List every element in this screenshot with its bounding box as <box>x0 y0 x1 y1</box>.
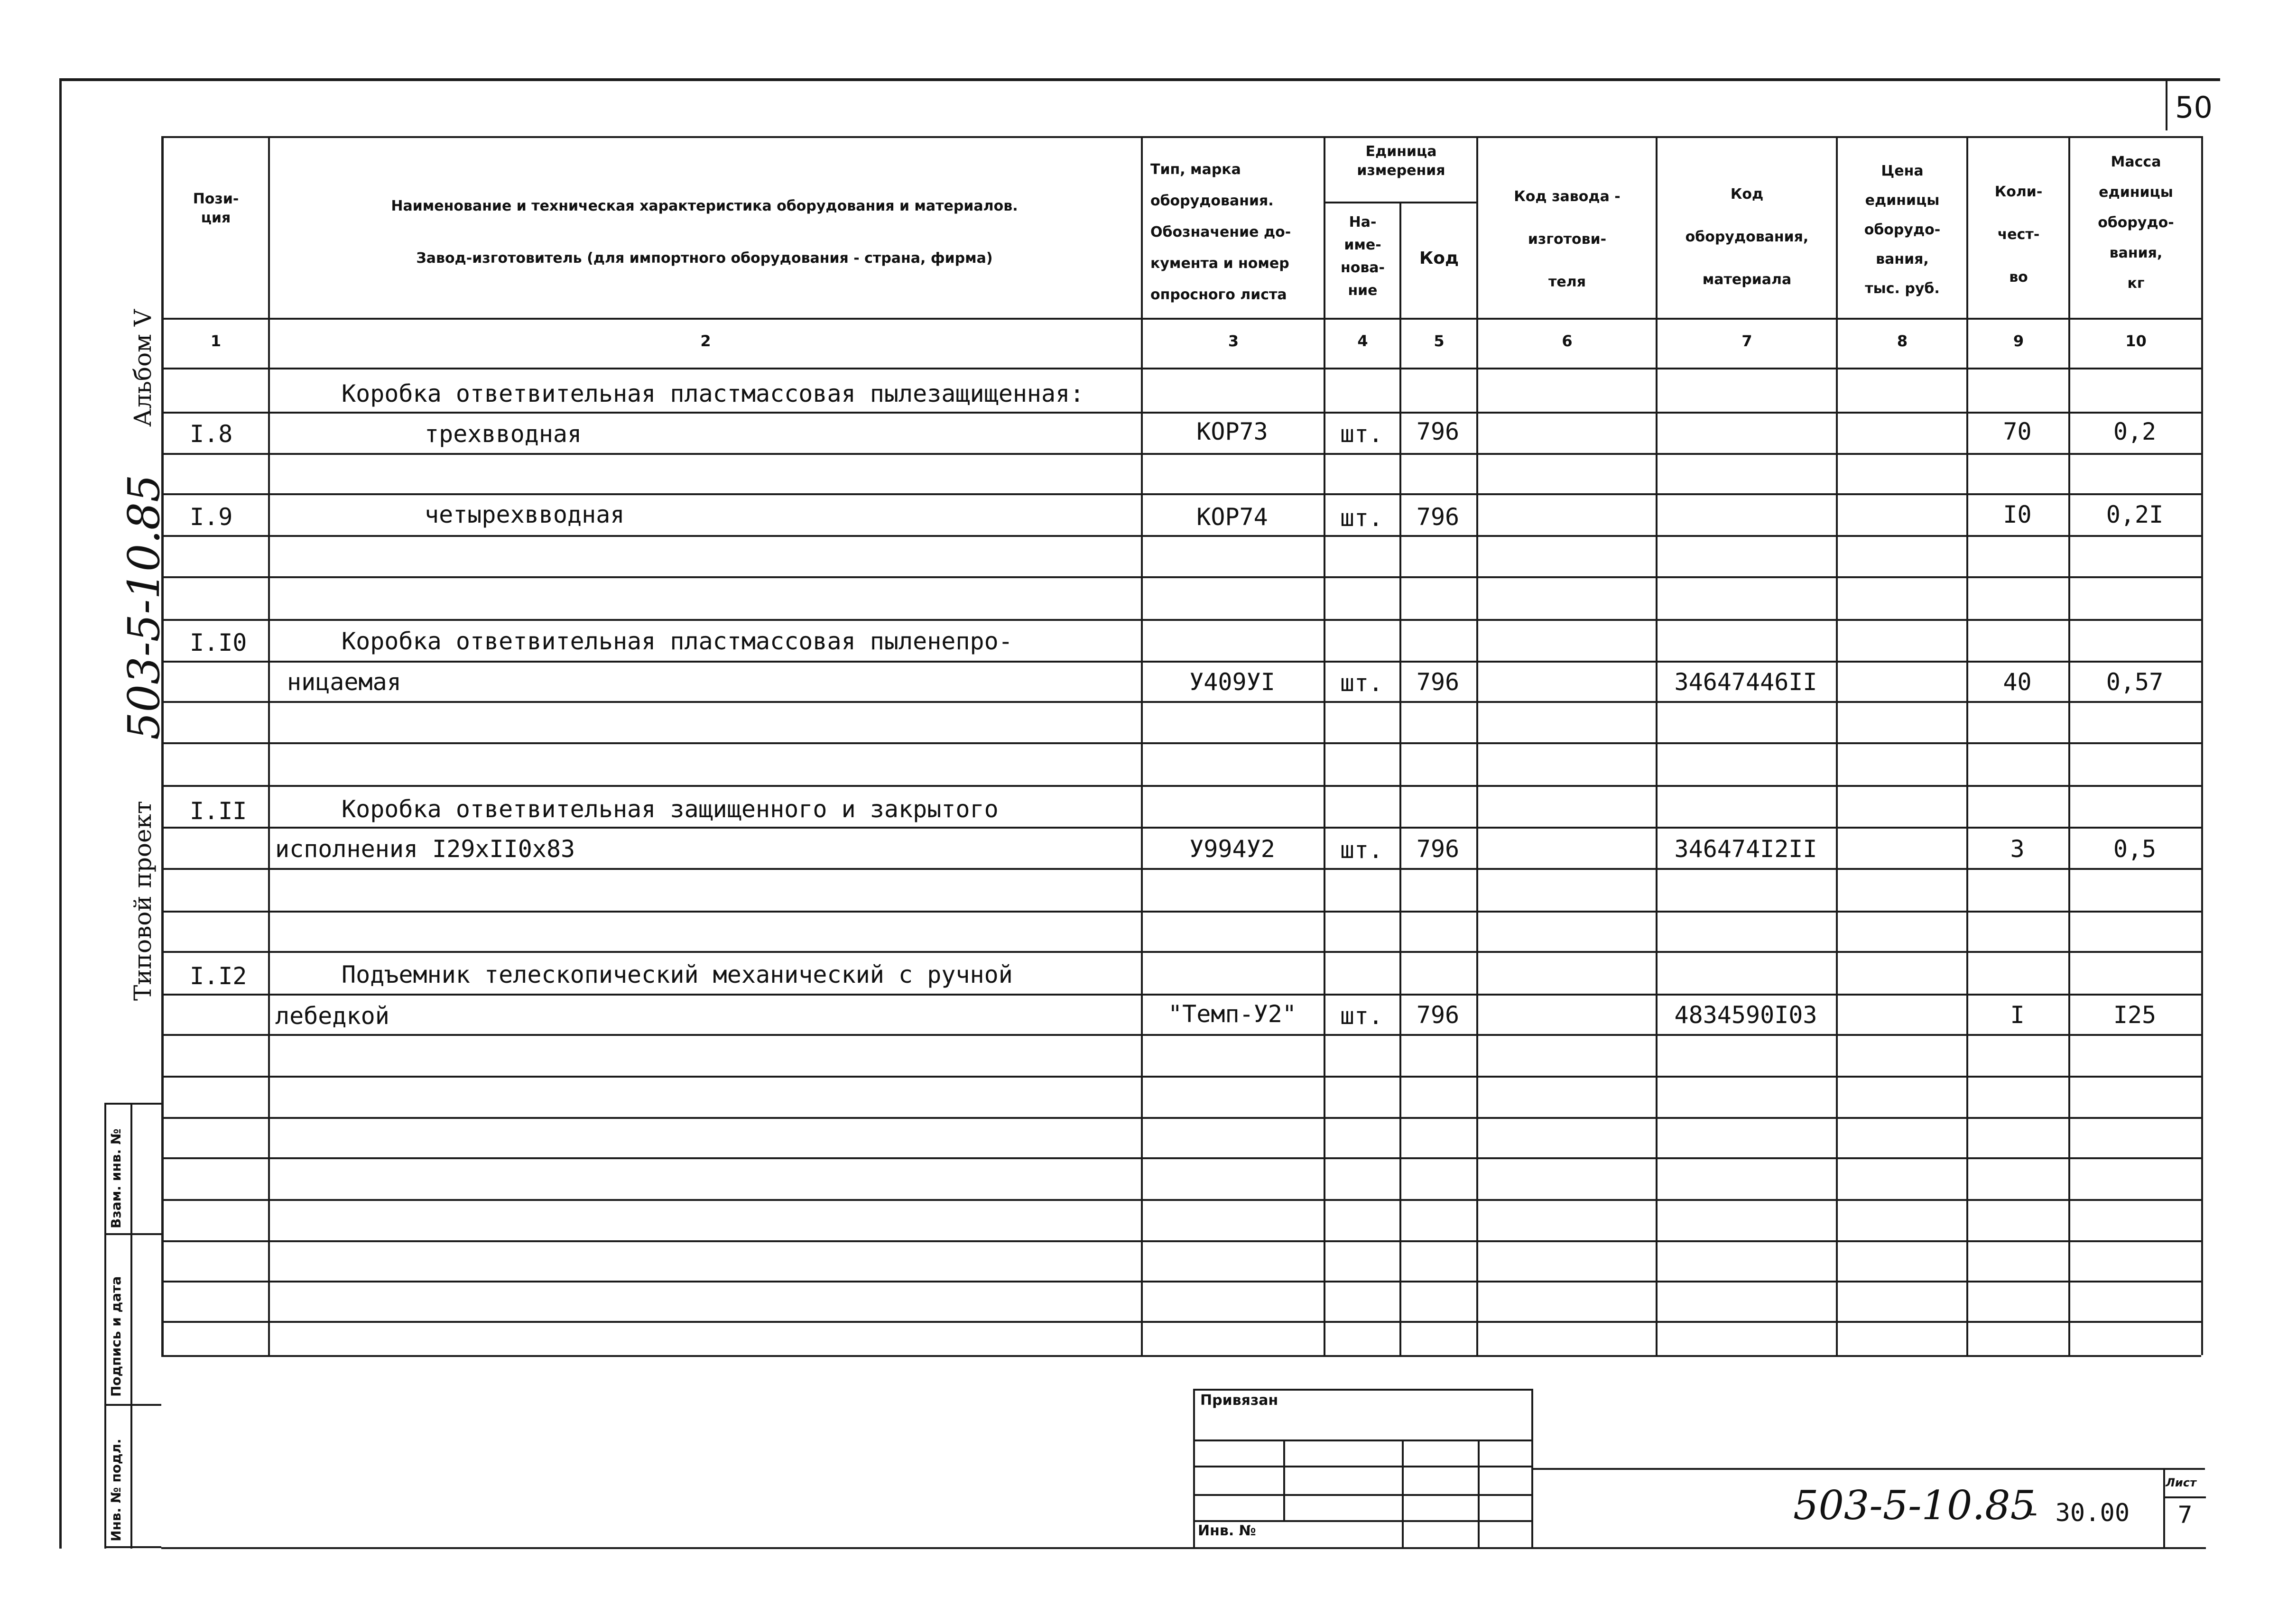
table-row-equipment-code: 346474I2II <box>1674 835 1817 863</box>
table-row-position: I.8 <box>190 420 233 448</box>
table-row-name: лебедкой <box>275 1002 389 1030</box>
title-linked-label: Привязан <box>1200 1392 1278 1409</box>
stamp-inventory-original: Инв. № подл. <box>108 1439 124 1541</box>
table-row-mass: I25 <box>2113 1001 2157 1029</box>
table-row-equipment-code: 4834590I03 <box>1674 1001 1817 1029</box>
header-unit-name: На- име- нова- ние <box>1340 214 1385 299</box>
column-number: 9 <box>2013 332 2024 350</box>
table-row-equipment-code: 34647446II <box>1674 668 1817 696</box>
table-row-mass: 0,5 <box>2113 835 2157 863</box>
sheet-label: Лист <box>2166 1476 2196 1489</box>
header-type: Тип, марка оборудования. Обозначение до- кумента и номер опросного листа <box>1150 161 1291 303</box>
project-type-label: Типовой проект <box>129 801 157 1001</box>
header-mass: Масса единицы оборудо- вания, кг <box>2098 154 2174 292</box>
header-quantity: Коли- чест- во <box>1994 184 2043 286</box>
header-name: Наименование и техническая характеристика оборудования и материалов. Завод-изготовитель (для импортного оборудования - страна, фирма) <box>391 198 1018 267</box>
table-row-quantity: I <box>2010 1001 2025 1029</box>
stamp-signature-date: Подпись и дата <box>108 1276 124 1397</box>
document-code: 503-5-10.85 <box>1793 1482 2036 1529</box>
column-number: 2 <box>700 332 711 350</box>
table-row-mass: 0,2 <box>2113 418 2157 445</box>
column-number: 3 <box>1228 332 1239 350</box>
column-number: 5 <box>1434 332 1445 350</box>
album-label: Альбом V <box>129 309 157 427</box>
table-row-quantity: 3 <box>2010 835 2025 863</box>
table-row-position: I.I2 <box>190 962 247 990</box>
sheet-number: 50 <box>2175 90 2213 125</box>
sheet-number-separator <box>2166 78 2167 130</box>
table-row-name: Коробка ответвительная пластмассовая пылезащищенная: <box>342 380 1084 407</box>
table-row-type: У994У2 <box>1189 835 1275 863</box>
table-row-name: Коробка ответвительная защищенного и закрытого <box>342 795 999 823</box>
frame-top-border <box>59 78 2220 81</box>
table-row-name: ницаемая <box>287 668 401 696</box>
table-row-unit: шт. <box>1340 420 1383 448</box>
column-number: 7 <box>1741 332 1752 350</box>
project-code-side: 503-5-10.85 <box>119 474 169 740</box>
sheet-value: 7 <box>2177 1501 2193 1529</box>
frame-left-border <box>59 78 62 1549</box>
header-unit-group: Единица измерения <box>1357 143 1445 179</box>
table-row-unit-code: 796 <box>1416 418 1460 445</box>
header-position: Пози- ция <box>193 191 239 226</box>
table-row-type: "Темп-У2" <box>1168 1000 1297 1028</box>
table-row-quantity: 70 <box>2003 418 2032 445</box>
column-number: 4 <box>1357 332 1368 350</box>
table-row-name: Коробка ответвительная пластмассовая пыленепро- <box>342 627 1013 655</box>
column-number: 6 <box>1562 332 1573 350</box>
table-row-type: У409УI <box>1189 668 1275 696</box>
document-suffix: - 30.00 <box>2026 1499 2130 1527</box>
table-row-name: Подъемник телескопический механический с ручной <box>342 961 1013 988</box>
table-row-name: четырехвводная <box>425 501 625 528</box>
table-row-name: трехвводная <box>425 420 582 448</box>
table-row-type: КОР73 <box>1196 418 1268 445</box>
table-row-unit-code: 796 <box>1416 835 1460 863</box>
table-row-position: I.I0 <box>190 629 247 656</box>
header-factory-code: Код завода - изготови- теля <box>1514 188 1621 290</box>
header-equipment-code: Код оборудования, материала <box>1685 186 1809 288</box>
table-row-unit-code: 796 <box>1416 668 1460 696</box>
table-row-unit: шт. <box>1340 504 1383 532</box>
table-row-quantity: 40 <box>2003 668 2032 696</box>
column-number: 8 <box>1897 332 1908 350</box>
table-row-mass: 0,2I <box>2106 501 2164 528</box>
stamp-replaced-inventory: Взам. инв. № <box>108 1128 124 1228</box>
title-inventory-label: Инв. № <box>1198 1522 1256 1539</box>
table-row-quantity: I0 <box>2003 501 2032 528</box>
table-row-name: исполнения I29хII0х83 <box>275 835 575 863</box>
table-row-unit-code: 796 <box>1416 503 1460 531</box>
table-row-mass: 0,57 <box>2106 668 2164 696</box>
table-row-type: КОР74 <box>1196 503 1268 531</box>
column-number: 10 <box>2125 332 2147 350</box>
table-row-unit: шт. <box>1340 836 1383 864</box>
table-row-unit-code: 796 <box>1416 1001 1460 1029</box>
table-row-position: I.II <box>190 797 247 825</box>
table-row-unit: шт. <box>1340 1002 1383 1030</box>
header-unit-code: Код <box>1419 249 1459 268</box>
header-price: Цена единицы оборудо- вания, тыс. руб. <box>1864 163 1941 297</box>
table-row-unit: шт. <box>1340 669 1383 697</box>
column-number: 1 <box>210 332 222 350</box>
table-row-position: I.9 <box>190 503 233 531</box>
